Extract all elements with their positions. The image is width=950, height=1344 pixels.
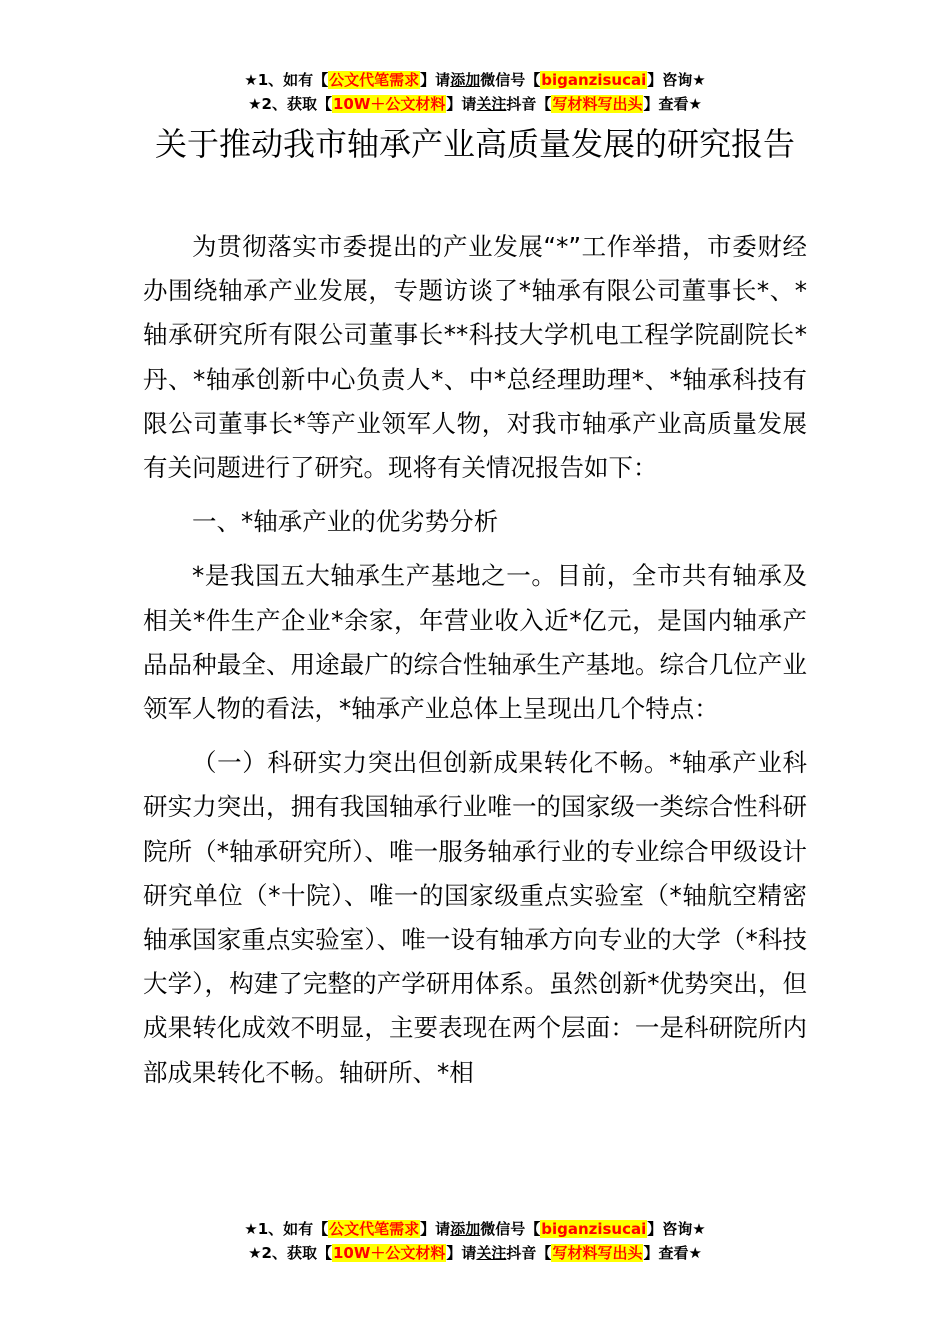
- banner-text: ★2、获取【: [248, 95, 332, 113]
- banner-highlight: 10W＋公文材料: [332, 95, 446, 113]
- banner-line-2: [0, 92, 950, 116]
- body-paragraph: *是我国五大轴承生产基地之一。目前，全市共有轴承及相关*件生产企业*余家，年营业收入近*亿元，是国内轴承产品品种最全、用途最广的综合性轴承生产基地。综合几位产业领军人物的看法，*轴承产业总体上呈现出几个特点：: [143, 561, 807, 724]
- banner-text: 】请: [420, 71, 451, 89]
- banner-text: ★1、如有【: [244, 71, 329, 89]
- document-body: [143, 225, 807, 1105]
- banner-highlight: biganzisucai: [541, 1220, 647, 1238]
- banner-text: 微信号【: [480, 71, 541, 89]
- banner-text: 】咨询★: [647, 71, 706, 89]
- banner-text: 抖音【: [506, 1244, 552, 1262]
- banner-text: 】查看★: [643, 1244, 702, 1262]
- banner-highlight: 公文代笔需求: [329, 1220, 420, 1238]
- banner-text: 】请: [446, 1244, 477, 1262]
- banner-line-1: [0, 1217, 950, 1241]
- footer-banner: [0, 1217, 950, 1265]
- section-heading: 一、*轴承产业的优劣势分析: [192, 507, 499, 537]
- banner-text: 】请: [420, 1220, 451, 1238]
- banner-highlight: 写材料写出头: [552, 95, 643, 113]
- banner-text: ★2、获取【: [248, 1244, 332, 1262]
- banner-underline: 添加: [450, 71, 481, 89]
- header-banner: [0, 68, 950, 116]
- banner-line-2: [0, 1241, 950, 1265]
- banner-text: 】咨询★: [647, 1220, 706, 1238]
- banner-text: 微信号【: [480, 1220, 541, 1238]
- banner-underline: 关注: [476, 1244, 507, 1262]
- banner-underline: 添加: [450, 1220, 481, 1238]
- banner-text: 】请: [446, 95, 477, 113]
- intro-paragraph: 为贯彻落实市委提出的产业发展“*”工作举措，市委财经办围绕轴承产业发展，专题访谈了*轴承有限公司董事长*、*轴承研究所有限公司董事长**科技大学机电工程学院副院长*丹、*轴承创新中心负责人*、中*总经理助理*、*轴承科技有限公司董事长*等产业领军人物，对我市轴承产业高质量发展有关问题进行了研究。现将有关情况报告如下：: [143, 232, 807, 483]
- document-title: 关于推动我市轴承产业高质量发展的研究报告: [154, 125, 795, 163]
- banner-highlight: 10W＋公文材料: [332, 1244, 446, 1262]
- banner-text: 抖音【: [506, 95, 552, 113]
- banner-text: 】查看★: [643, 95, 702, 113]
- banner-text: ★1、如有【: [244, 1220, 329, 1238]
- banner-highlight: 公文代笔需求: [329, 71, 420, 89]
- banner-underline: 关注: [476, 95, 507, 113]
- subsection-paragraph: （一）科研实力突出但创新成果转化不畅。*轴承产业科研实力突出，拥有我国轴承行业唯一的国家级一类综合性科研院所（*轴承研究所）、唯一服务轴承行业的专业综合甲级设计研究单位（*十院）、唯一的国家级重点实验室（*轴航空精密轴承国家重点实验室）、唯一设有轴承方向专业的大学（*科技大学），构建了完整的产学研用体系。虽然创新*优势突出，但成果转化成效不明显，主要表现在两个层面：一是科研院所内部成果转化不畅。轴研所、*相: [143, 748, 807, 1087]
- banner-line-1: [0, 68, 950, 92]
- banner-highlight: biganzisucai: [541, 71, 647, 89]
- banner-highlight: 写材料写出头: [552, 1244, 643, 1262]
